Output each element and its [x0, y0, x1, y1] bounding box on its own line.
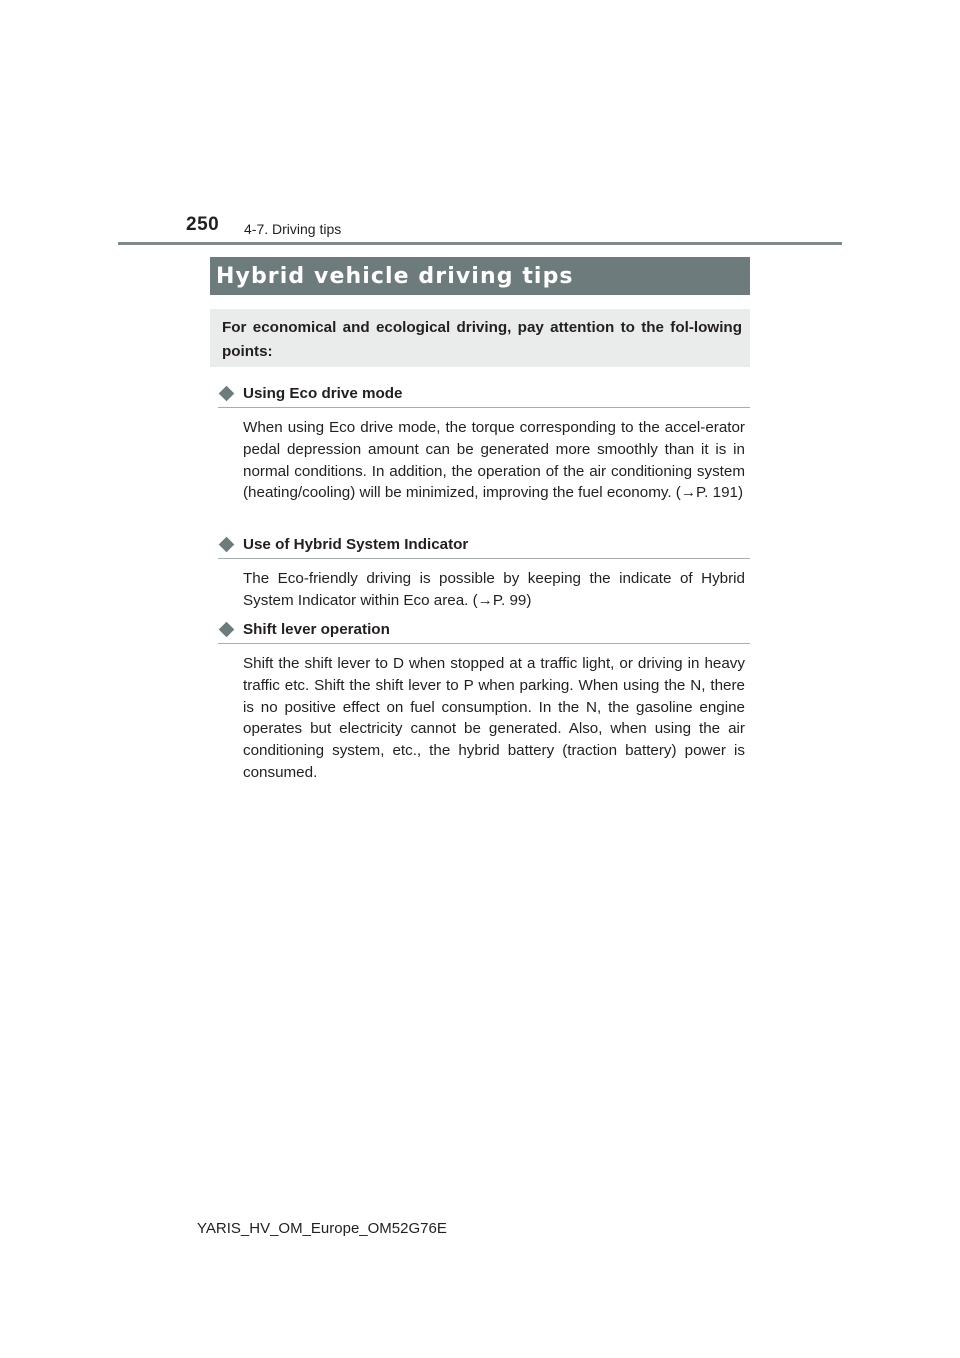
document-code: YARIS_HV_OM_Europe_OM52G76E: [197, 1220, 447, 1237]
intro-box: [210, 309, 750, 367]
topic-heading: [218, 535, 750, 559]
section-label: 4-7. Driving tips: [244, 221, 342, 237]
topic-body: When using Eco drive mode, the torque corresponding to the accel-erator pedal depression amount can be generated more smoothly than it is in normal conditions. In addition, the operation of the air conditioning system (heating/cooling) will be minimized, improving the fuel economy. (→P. 191): [243, 419, 745, 502]
topic-title: Shift lever operation: [243, 621, 390, 638]
topic-body: Shift the shift lever to D when stopped at a traffic light, or driving in heavy traffic etc. Shift the shift lever to P when parking. When using the N, there is no positive effect on fuel consumption. In the N, the gasoline engine operates but electricity cannot be generated. Also, when using the air conditioning system, etc., the hybrid battery (traction battery) power is consumed.: [243, 655, 745, 781]
diamond-icon: [219, 537, 235, 553]
diamond-icon: [219, 622, 235, 638]
header-rule: [118, 242, 842, 245]
topic-title: Using Eco drive mode: [243, 385, 403, 402]
topic-hybrid-system-indicator: [218, 535, 750, 612]
diamond-icon: [219, 386, 235, 402]
topic-heading: [218, 620, 750, 644]
topic-title: Use of Hybrid System Indicator: [243, 536, 469, 553]
topic-shift-lever-operation: [218, 620, 750, 784]
topic-body: The Eco-friendly driving is possible by keeping the indicate of Hybrid System Indicator within Eco area. (→P. 99): [243, 570, 745, 609]
page-number: 250: [186, 214, 220, 235]
title-bar: [210, 257, 750, 295]
topic-heading: [218, 384, 750, 408]
page-title: Hybrid vehicle driving tips: [216, 263, 574, 289]
topic-eco-drive-mode: [218, 384, 750, 504]
intro-text: For economical and ecological driving, pay attention to the fol-lowing points:: [222, 319, 742, 360]
